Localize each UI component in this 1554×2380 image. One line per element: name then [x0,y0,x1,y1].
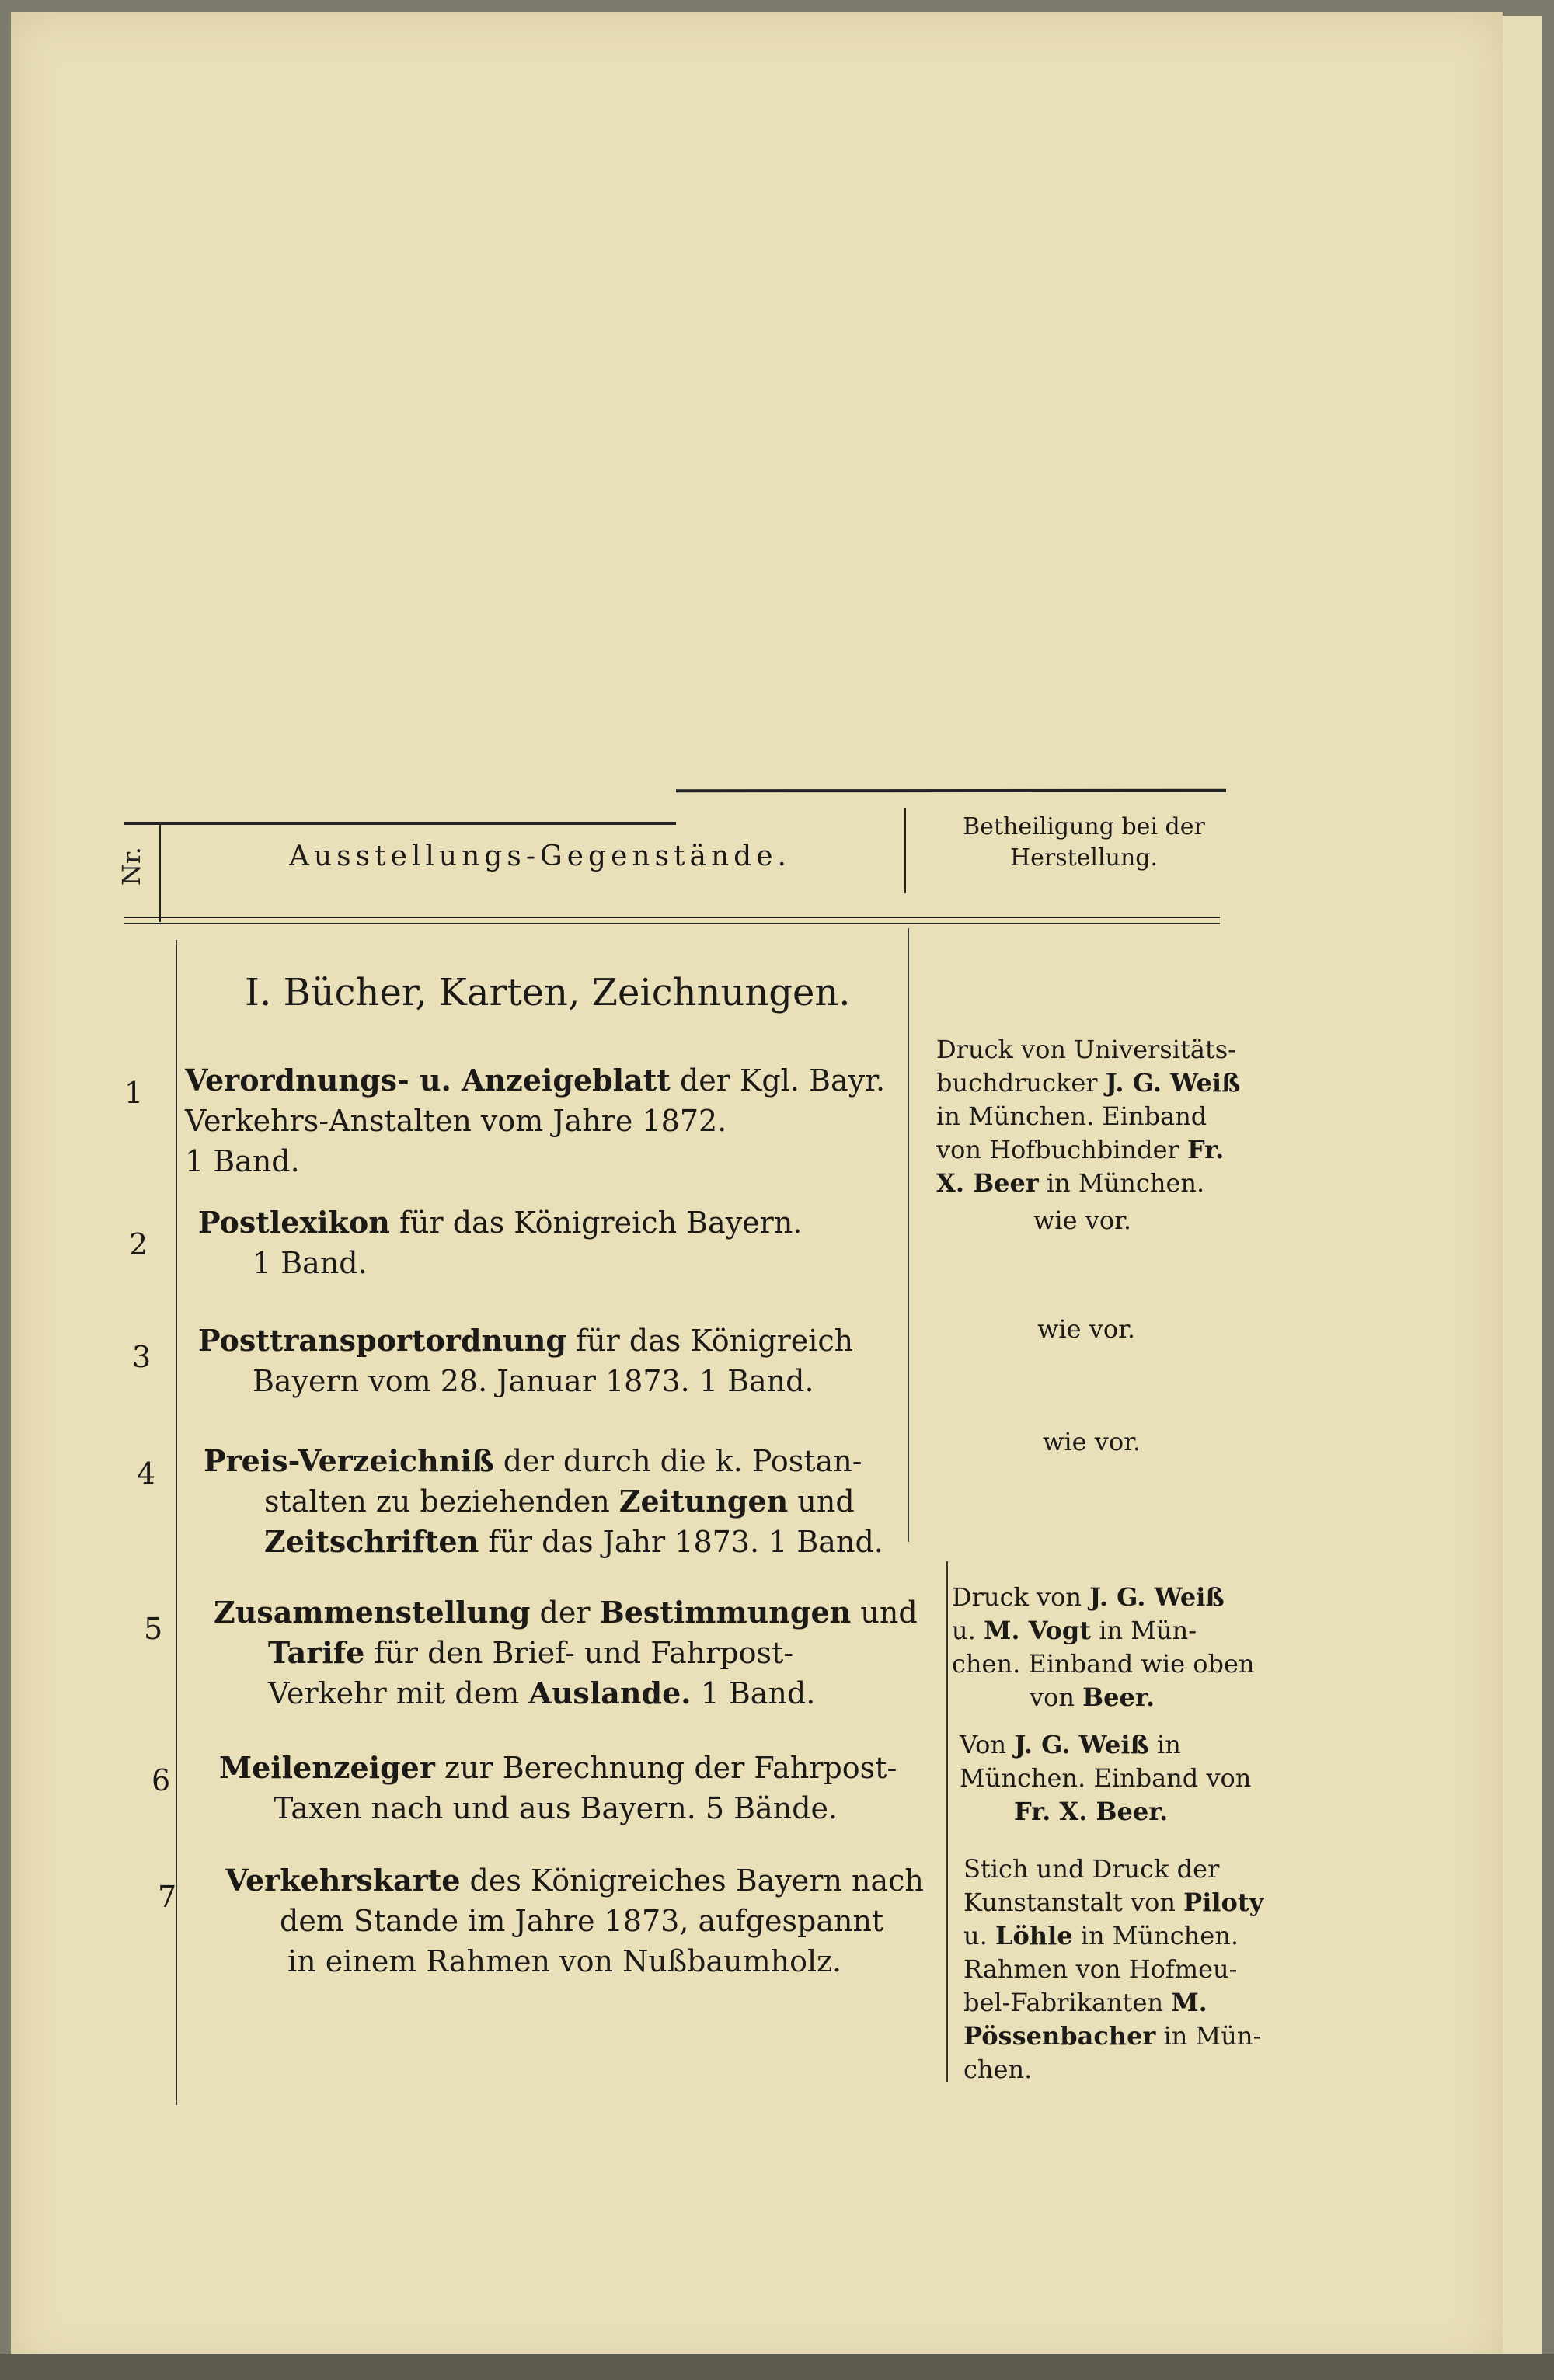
entry-title: Posttransportordnung [198,1323,566,1358]
participation-line [936,1167,1278,1200]
participation-column-divider-header [904,808,906,893]
participation-text [963,1853,1305,2086]
entry-line: Verkehrs-Anstalten vom Jahre 1872. [185,1104,727,1138]
participation-line [963,1919,1305,1953]
nr-column-divider [159,825,161,922]
participation-line [936,1066,1278,1100]
entry-text: 1 Band. [691,1676,816,1710]
entry-text: und [851,1595,918,1630]
participation-line: chen. [963,2055,1033,2084]
entry-line [225,1860,940,1901]
entry-number: 3 [132,1340,152,1374]
page-edge [1503,16,1542,2369]
entry-line: Bayern vom 28. Januar 1873. 1 Band. [253,1364,814,1398]
header-items: Ausstellungs-Gegenstände. [289,840,791,872]
participation-line [963,2020,1305,2053]
participation-text-part: in München. [1072,1921,1239,1950]
participation-text-part: in München. [1038,1168,1205,1198]
entry-description [185,1060,915,1181]
entry-line: dem Stande im Jahre 1873, aufgespannt [280,1904,884,1938]
participation-text [952,1581,1309,1714]
participation-name: Fr. [1186,1135,1225,1164]
participation-line [963,1886,1305,1919]
entry-title: Verordnungs- u. Anzeigeblatt [185,1063,671,1098]
entry-line: Taxen nach und aus Bayern. 5 Bände. [274,1791,838,1825]
entry-number: 1 [124,1076,144,1110]
entry-number: 7 [158,1880,177,1914]
entry-keyword: Tarife [268,1635,365,1670]
entry-text: stalten zu beziehenden [264,1484,619,1519]
participation-text [936,1033,1278,1200]
entry-title: Postlexikon [198,1205,390,1240]
header-top-rule-right [676,789,1226,793]
entry-text: der [530,1595,600,1630]
entry-text: des Königreiches Bayern nach [460,1863,924,1898]
entry-text: für das Königreich Bayern. [389,1206,803,1240]
entry-title: Zusammenstellung [214,1595,531,1630]
entry-line [214,1673,929,1714]
entry-number: 6 [152,1763,171,1797]
entry-keyword: Zeitungen [618,1484,789,1519]
participation-text-part: Druck von [952,1582,1090,1612]
entry-title: Preis-Verzeichniß [204,1443,494,1478]
header-participation-line2: Herstellung. [1009,844,1159,872]
entry-line [198,1202,913,1243]
entry-line [198,1320,913,1361]
participation-name: M. Vogt [983,1616,1092,1645]
entry-number: 2 [129,1227,148,1261]
header-bottom-rule-2 [124,923,1220,924]
participation-name: J. G. Weiß [1014,1730,1149,1759]
entry-description [204,1441,918,1562]
entry-description [198,1202,913,1283]
entry-line [204,1522,918,1562]
entry-description [225,1860,940,1982]
entry-line: in einem Rahmen von Nußbaumholz. [287,1944,842,1978]
entry-line [219,1748,934,1788]
entry-keyword: Zeitschriften [264,1524,479,1559]
participation-line: in München. Einband [936,1101,1207,1131]
entry-text: Verkehr mit dem [268,1676,529,1710]
participation-name: J. G. Weiß [1105,1068,1241,1098]
entry-text: für das Königreich [566,1324,854,1358]
participation-line [936,1133,1278,1167]
header-nr: Nr. [117,847,146,886]
participation-name: Beer. [1082,1682,1155,1712]
participation-text: wie vor. [1037,1314,1136,1344]
participation-text-part: u. [963,1921,995,1950]
participation-line [960,1795,1317,1828]
participation-text-part: bel-Fabrikanten [963,1988,1172,2017]
entry-line: 1 Band. [253,1246,368,1280]
participation-name: J. G. Weiß [1089,1582,1225,1612]
entry-number: 4 [137,1456,156,1491]
participation-line [963,1986,1305,2020]
entry-description [214,1592,929,1714]
participation-text-part: Von [960,1730,1015,1759]
participation-name: Piloty [1183,1888,1264,1917]
participation-text-part: in Mün- [1091,1616,1197,1645]
entry-keyword: Bestimmungen [599,1595,852,1630]
book-bottom-edge [0,2354,1554,2380]
section-title: I. Bücher, Karten, Zeichnungen. [245,971,851,1014]
participation-text [960,1728,1317,1828]
participation-line: chen. Einband wie oben [952,1649,1255,1679]
participation-text-part: in Mün- [1155,2021,1262,2051]
participation-text-part: von Hofbuchbinder [936,1135,1187,1164]
body-right-divider-lower [946,1561,948,2082]
entry-line [204,1441,918,1481]
participation-line [952,1614,1309,1648]
entry-description [219,1748,934,1828]
entry-line [214,1633,929,1673]
entry-description [198,1320,913,1401]
participation-text-part: buchdrucker [936,1068,1106,1098]
entry-line [185,1060,915,1101]
body-left-divider [176,940,177,2105]
entry-keyword: Auslande. [528,1675,692,1710]
participation-line [952,1581,1309,1614]
entry-text: für das Jahr 1873. 1 Band. [479,1525,883,1559]
entry-text: zur Berechnung der Fahrpost- [434,1751,897,1785]
participation-name: X. Beer [936,1168,1039,1198]
participation-line: Stich und Druck der [963,1854,1220,1884]
participation-line [952,1681,1309,1714]
header-top-rule-left [124,822,676,825]
participation-line: München. Einband von [960,1763,1252,1793]
header-participation [921,812,1247,874]
entry-text: der durch die k. Postan- [493,1444,862,1478]
participation-name: Löhle [995,1921,1073,1950]
participation-text-part: Kunstanstalt von [963,1888,1184,1917]
header-participation-line1: Betheiligung bei der [963,813,1205,840]
participation-text: wie vor. [1033,1206,1132,1235]
entry-line [204,1481,918,1522]
entry-line [214,1592,929,1633]
participation-line [960,1728,1317,1762]
entry-text: für den Brief- und Fahrpost- [364,1636,794,1670]
entry-title: Verkehrskarte [225,1863,461,1898]
participation-name: Pössenbacher [963,2021,1156,2051]
entry-number: 5 [144,1612,163,1646]
participation-line: Druck von Universitäts- [936,1035,1236,1064]
header-bottom-rule-1 [124,917,1220,918]
entry-title: Meilenzeiger [219,1750,435,1785]
participation-text-part: in [1148,1730,1181,1759]
entry-text: der Kgl. Bayr. [670,1063,886,1098]
participation-name: M. [1171,1988,1207,2017]
participation-text-part: u. [952,1616,984,1645]
participation-text: wie vor. [1043,1427,1141,1456]
entry-line: 1 Band. [185,1144,300,1178]
entry-text: und [788,1484,855,1519]
participation-line: Rahmen von Hofmeu- [963,1954,1238,1984]
participation-text-part: von [1030,1682,1083,1712]
participation-name: Fr. X. Beer. [1014,1797,1169,1826]
